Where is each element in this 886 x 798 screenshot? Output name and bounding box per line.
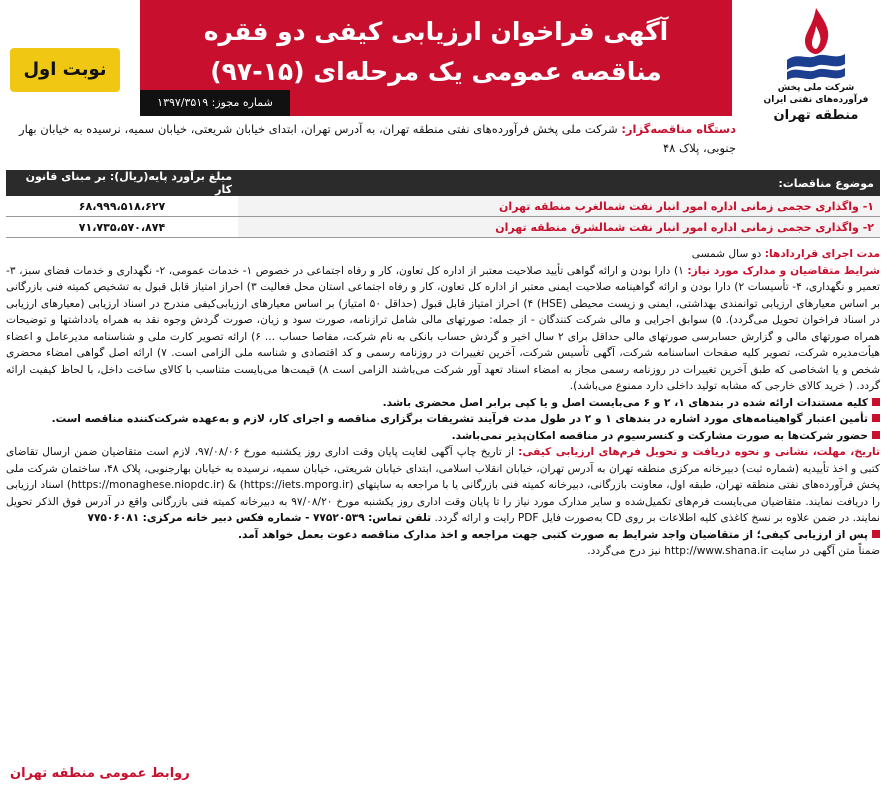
bullet-icon	[872, 398, 880, 406]
fax-label: شماره فکس دبیر خانه مرکزی:	[142, 512, 302, 524]
tender-subject: ۱- واگذاری حجمی زمانی اداره امور انبار نفت شمالغرب منطقه تهران	[238, 196, 880, 217]
bullet-icon	[872, 414, 880, 422]
company-logo	[752, 4, 880, 154]
tenders-table	[6, 170, 880, 238]
fax-value: ۷۷۵۰۶۰۸۱	[87, 512, 140, 524]
note-item: تأمین اعتبار گواهینامه‌های مورد اشاره در بندهای ۱ و ۲ در طول مدت فرآیند تشریفات برگزاری مناقصه و اجرای کار، لازم و به‌عهده شرکت‌کننده مناقصه است.	[6, 411, 880, 428]
announcement-body	[6, 246, 880, 560]
round-badge: نوبت اول	[10, 48, 120, 92]
note-item: حضور شرکت‌ها به صورت مشارکت و کنسرسیوم در مناقصه امکان‌پذیر نمی‌باشد.	[6, 428, 880, 445]
title-line-1: آگهی فراخوان ارزیابی کیفی دو فقره	[203, 17, 669, 46]
flame-logo-icon	[781, 4, 851, 82]
schedule-text: از تاریخ چاپ آگهی لغایت پایان وقت اداری روز یکشنبه مورخ ۹۷/۰۸/۰۶، لازم است متقاضیان ضمن ارسال تقاضای کتبی و اخذ تأییدیه (شماره ثبت) دبیرخانه مرکزی منطقه تهران به آدرس تهران، خیابان انقلاب اسلامی، ابتدای خیابان شریعتی، خیابان سمیه، نرسیده به خیابان بهارجنوبی، پلاک ۴۸، ساختمان شرکت ملی پخش فرآورده‌های نفتی منطقه تهران، طبقه اول، معاونت بازرگانی، دبیرخانه کمیته فنی بازرگانی یا با مراجعه به سایتهای (https://iets.mporg.ir) & (https://monaghese.niopdc.ir) اسناد ارزیابی را دریافت نمایند. متقاضیان می‌بایست فرم‌های تکمیل‌شده و سایر مدارک مورد نیاز را تا پایان وقت اداری روز یکشنبه مورخ ۹۷/۰۸/۲۰ به دبیرخانه کمیته فنی بازرگانی واقع در آدرس فوق الذکر تحویل نمایند. در ضمن علاوه بر نسخ کاغذی کلیه اطلاعات بر روی CD به‌صورت فایل PDF رایت و ارائه گردد.	[6, 446, 880, 524]
logo-region: منطقه تهران	[773, 108, 859, 123]
phone-value: ۷۷۵۲۰۵۳۹	[312, 512, 365, 524]
permit-number: شماره مجوز: ۱۳۹۷/۳۵۱۹	[140, 90, 290, 116]
logo-company-name: شرکت ملی پخش فرآورده‌های نفتی ایران	[763, 83, 869, 105]
conditions-paragraph	[6, 263, 880, 395]
after-eval-note: پس از ارزیابی کیفی؛ از متقاضیان واجد شرایط به صورت کتبی جهت مراجعه و اخذ مدارک مناقصه دعوت بعمل خواهد آمد.	[6, 527, 880, 544]
organizer-text: شرکت ملی پخش فرآورده‌های نفتی منطقه تهران، به آدرس تهران، ابتدای خیابان شریعتی، خیابان سمیه، نرسیده به خیابان بهار جنوبی، پلاک ۴۸	[19, 122, 736, 155]
table-row	[6, 196, 880, 217]
conditions-label: شرایط متقاضیان و مدارک مورد نیاز:	[687, 264, 880, 277]
public-relations-signature: روابط عمومی منطقه تهران	[10, 766, 190, 781]
schedule-label: تاریخ، مهلت، نشانی و نحوه دریافت و تحویل فرم‌های ارزیابی کیفی:	[518, 446, 880, 458]
conditions-text: ۱) دارا بودن و ارائه گواهی تأیید صلاحیت معتبر از اداره کل تعاون، کار و رفاه اجتماعی در خصوص ۱- خدمات عمومی، ۲- نگهداری و خدمات فضای سبز، ۳- تعمیر و نگهداری، ۴- تأسیسات ۲) دارا بودن و ارائه گواهینامه صلاحیت ایمنی معتبر از اداره کل تعاون، کار و رفاه اجتماعی استان محل فعالیت ۳) احراز امتیاز قابل قبول به تشخیص کمیته فنی بازرگانی بر اساس معیارهای ارزیابی توانمندی بهداشتی، ایمنی و زیست محیطی (HSE) ۴) احراز امتیاز قابل قبول (حداقل ۵۰ امتیاز) بر اساس معیارهای ارزیابی‌کیفی مندرج در اسناد ارزیابی (معیارهای ارزیابی در اسناد فراخوان تحویل می‌گردد). ۵) سوابق اجرایی و مالی شرکت کنندگان - از جمله: صورتهای مالی شامل ترازنامه، صورت سود و زیان، صورت گردش وجوه نقد به همراه یادداشتها و توضیحات همراه صورتهای مالی و گزارش حسابرسی صورتهای مالی حداقل برای ۲ سال اخیر و گردش حساب بانکی به نام شرکت، مفاصا حساب ... ۶) ارائه تصویر کارت ملی و شناسنامه مدیرعامل و اعضاء هیأت‌مدیره شرکت، تصویر کلیه صفحات اساسنامه شرکت، آگهی تأسیس شرکت، آخرین تغییرات در روزنامه رسمی و کد اقتصادی و شناسه ملی الزامی است. ۷) ارائه اصل گواهی امضاء محضری شخص و یا اشخاصی که طبق آخرین تغییرات در روزنامه رسمی مجاز به امضاء اسناد تعهد آور شرکت می‌باشند الزامی است ۸) قیمت‌ها می‌بایست متناسب با کالای ساخت داخل، با لحاظ کیفیت ارائه گردد. ( خرید کالای خارجی که مشابه تولید داخلی دارد ممنوع می‌باشد).	[6, 264, 880, 392]
table-row	[6, 217, 880, 238]
tender-amount: ۶۸،۹۹۹،۵۱۸،۶۲۷	[6, 196, 238, 217]
tenders-header-row	[6, 170, 880, 196]
duration-value: دو سال شمسی	[691, 248, 762, 260]
tenders-col-amount: مبلغ برآورد پایه(ریال): بر مبنای قانون کار	[6, 170, 238, 196]
bullet-icon	[872, 431, 880, 439]
schedule-paragraph: تاریخ، مهلت، نشانی و نحوه دریافت و تحویل فرم‌های ارزیابی کیفی: از تاریخ چاپ آگهی لغایت پایان وقت اداری روز یکشنبه مورخ ۹۷/۰۸/۰۶، لازم است متقاضیان ضمن ارسال تقاضای کتبی و اخذ تأییدیه (شماره ثبت) دبیرخانه مرکزی منطقه تهران به آدرس تهران، خیابان انقلاب اسلامی، ابتدای خیابان شریعتی، خیابان سمیه، نرسیده به خیابان بهارجنوبی، پلاک ۴۸، ساختمان شرکت ملی پخش فرآورده‌های نفتی منطقه تهران، طبقه اول، معاونت بازرگانی، دبیرخانه کمیته فنی بازرگانی یا با مراجعه به سایتهای (https://iets.mporg.ir) & (https://monaghese.niopdc.ir) اسناد ارزیابی را دریافت نمایند. متقاضیان می‌بایست فرم‌های تکمیل‌شده و سایر مدارک مورد نیاز را تا پایان وقت اداری روز یکشنبه مورخ ۹۷/۰۸/۲۰ به دبیرخانه کمیته فنی بازرگانی واقع در آدرس فوق الذکر تحویل نمایند. در ضمن علاوه بر نسخ کاغذی کلیه اطلاعات بر روی CD به‌صورت فایل PDF رایت و ارائه گردد. تلفن تماس: ۷۷۵۲۰۵۳۹ - شماره فکس دبیر خانه مرکزی: ۷۷۵۰۶۰۸۱	[6, 446, 880, 524]
organizer-label: دستگاه مناقصه‌گزار:	[621, 122, 736, 136]
note-item: کلیه مستندات ارائه شده در بندهای ۱، ۲ و ۶ می‌بایست اصل و یا کپی برابر اصل محضری باشد.	[6, 395, 880, 412]
phone-label: تلفن تماس:	[368, 512, 432, 524]
title-line-2: مناقصه عمومی یک مرحله‌ای (۱۵-۹۷)	[210, 57, 662, 86]
tender-amount: ۷۱،۷۳۵،۵۷۰،۸۷۴	[6, 217, 238, 238]
duration-label: مدت اجرای قراردادها:	[764, 248, 880, 260]
tenders-col-subject: موضوع مناقصات:	[238, 170, 880, 196]
tender-subject: ۲- واگذاری حجمی زمانی اداره امور انبار نفت شمالشرق منطقه تهران	[238, 217, 880, 238]
bullet-icon	[872, 530, 880, 538]
duration-paragraph	[6, 246, 880, 263]
organizer-section	[6, 120, 736, 158]
site-note: ضمناً متن آگهی در سایت http://www.shana.ir نیز درج می‌گردد.	[587, 545, 880, 557]
